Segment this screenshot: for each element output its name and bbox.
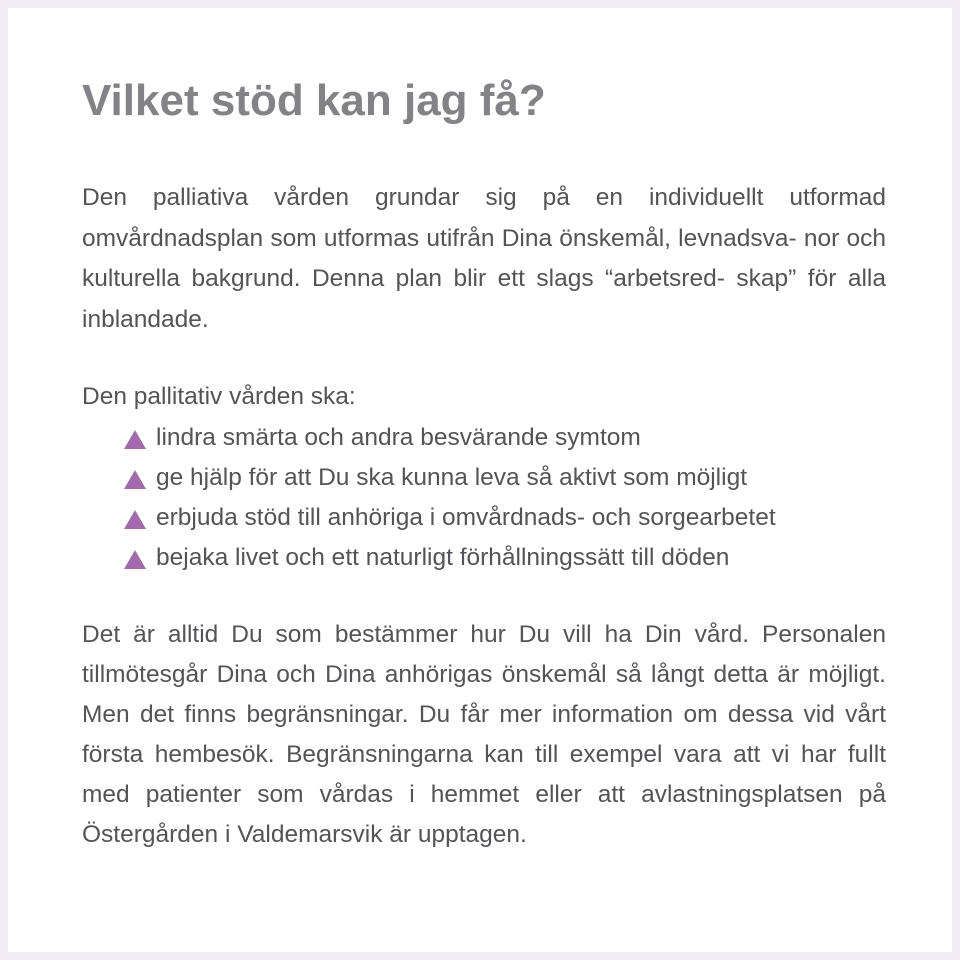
closing-line: möjligt. Men det finns begränsningar. Du får mer information om — [82, 661, 886, 728]
intro-line: skap” för alla inblandade. — [82, 265, 887, 333]
intro-line: Den palliativa vården grundar sig på en individuellt utformad — [82, 184, 886, 211]
list-item-text: ge hjälp för att Du ska kunna leva så aktivt som möjligt — [156, 464, 748, 491]
closing-line: Det är alltid Du som bestämmer hur Du vill ha Din vård. Personalen — [82, 621, 886, 648]
intro-paragraph — [82, 178, 886, 340]
list-item — [124, 418, 776, 458]
closing-line: dessa vid vårt första hembesök. Begränsningarna kan till exempel — [82, 701, 886, 768]
list-item-text: erbjuda stöd till anhöriga i omvårdnads- och sorgearbetet — [156, 504, 776, 531]
closing-line: avlastningsplatsen på Östergården i Valdemarsvik är upptagen. — [82, 781, 886, 848]
list-item — [124, 538, 776, 578]
list-item-text: lindra smärta och andra besvärande symtom — [156, 424, 641, 451]
closing-line: tillmötesgår Dina och Dina anhörigas önskemål så långt detta är — [82, 661, 800, 688]
closing-line: vara att vi har fullt med patienter som vårdas i hemmet eller att — [82, 741, 887, 808]
list-item — [124, 498, 776, 538]
list-item-text: bejaka livet och ett naturligt förhållningssätt till döden — [156, 544, 730, 571]
list-heading: Den pallitativ vården ska: — [82, 383, 356, 410]
triangle-bullet-icon — [124, 430, 146, 449]
list-item — [124, 458, 776, 498]
bullet-list — [124, 418, 776, 578]
page-title: Vilket stöd kan jag få? — [82, 76, 546, 125]
triangle-bullet-icon — [124, 510, 146, 529]
closing-paragraph — [82, 615, 886, 855]
intro-line: omvårdnadsplan som utformas utifrån Dina önskemål, levnadsva- — [82, 224, 797, 252]
intro-line: nor och kulturella bakgrund. Denna plan blir ett slags “arbetsred- — [82, 224, 887, 292]
document-page — [8, 8, 952, 952]
triangle-bullet-icon — [124, 470, 146, 489]
triangle-bullet-icon — [124, 550, 146, 569]
